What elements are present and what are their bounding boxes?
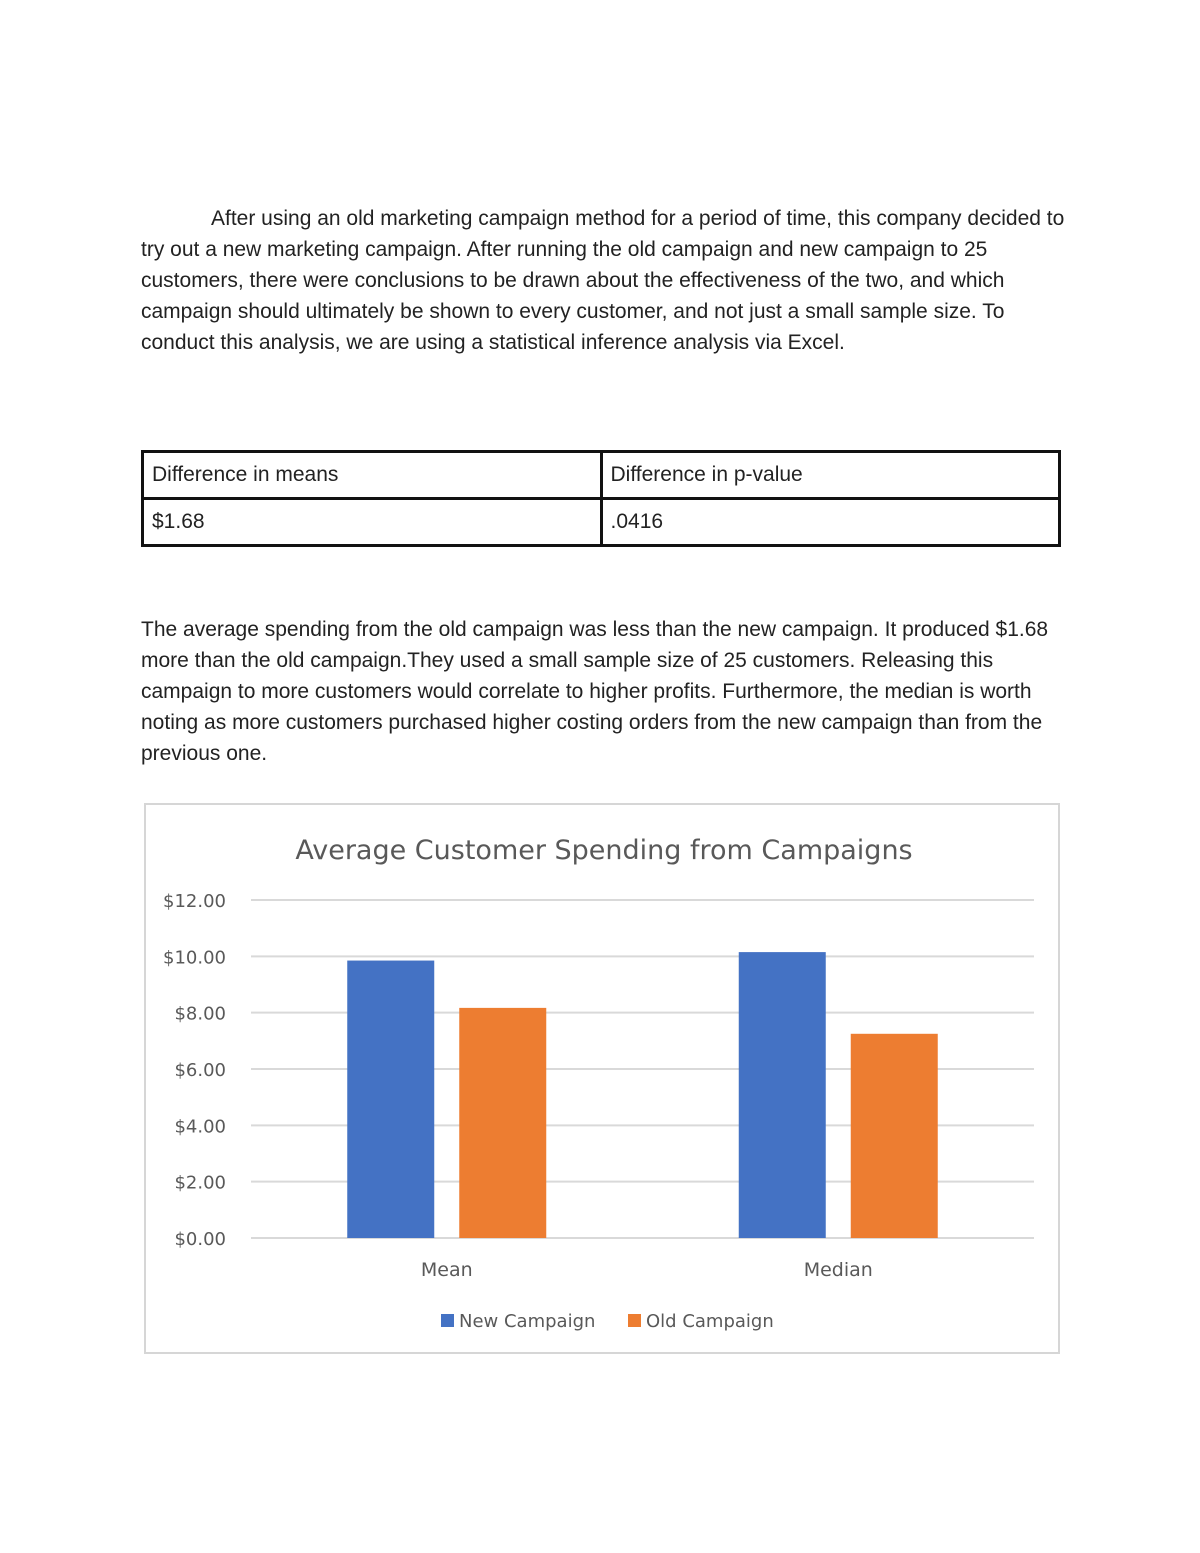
analysis-paragraph: The average spending from the old campaign was less than the new campaign. It produced $1.68 more than the old campaign.They used a small sample size of 25 customers. Releasing this campaign to more customers would correlate to higher profits. Furthermore, the median is worth noting as more customers purchased higher costing orders from the new campaign than from the previous one. [141,618,1049,765]
intro-paragraph: After using an old marketing campaign method for a period of time, this company decided to try out a new marketing campaign. After running the old campaign and new campaign to 25 customers, there were conclusions to be drawn about the effectiveness of the two, and which campaign should ultimately be shown to every customer, and not just a small sample size. To conduct this analysis, we are using a statistical inference analysis via Excel. [141,207,1065,354]
chart-canvas [146,805,1058,1352]
y-tick-label: $6.00 [174,1060,226,1081]
bars [347,952,938,1238]
y-tick-label: $4.00 [174,1116,226,1138]
legend-label: Old Campaign [646,1311,774,1332]
y-tick-label: $0.00 [174,1229,226,1250]
y-tick-label: $2.00 [174,1172,226,1194]
table-header-row [143,452,1060,499]
y-tick-label: $10.00 [163,947,226,969]
bar [459,1008,546,1238]
category-labels [421,1259,873,1281]
legend-swatch [441,1314,454,1327]
legend-swatch [628,1314,641,1327]
y-tick-label: $12.00 [163,891,226,912]
legend [441,1311,774,1332]
bar [347,961,434,1238]
table-cell: Difference in means [143,452,602,499]
bar-chart [144,803,1060,1354]
table-cell: Difference in p-value [601,452,1060,499]
y-axis-ticks [163,891,226,1250]
y-tick-label: $8.00 [174,1003,226,1025]
chart-title: Average Customer Spending from Campaigns [295,835,913,866]
results-table [141,450,1061,547]
category-label: Median [803,1259,873,1281]
legend-label: New Campaign [459,1311,596,1332]
bar [851,1034,938,1238]
table-cell: .0416 [601,499,1060,546]
bar [739,952,826,1238]
table-cell: $1.68 [143,499,602,546]
table-row [143,499,1060,546]
category-label: Mean [420,1259,473,1281]
